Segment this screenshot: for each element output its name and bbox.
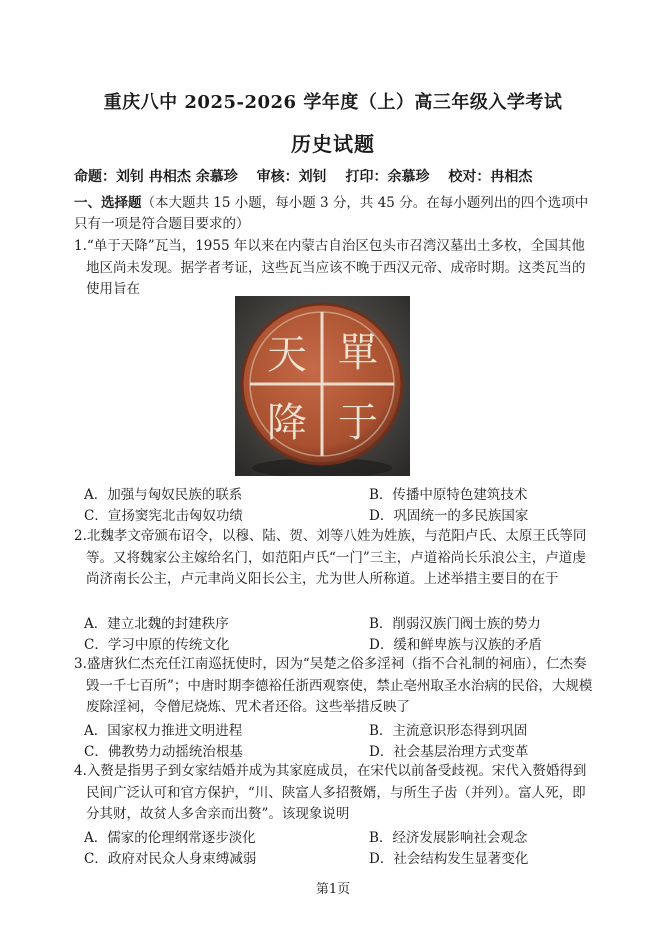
tile-char-top-left: 天 — [267, 332, 307, 378]
question-stem: 北魏孝文帝颁布诏令，以穆、陆、贺、刘等八姓为姓族，与范阳卢氏、太原王氏等同等。又将魏家公主嫁给名门，如范阳卢氏“一门”三主，卢道裕尚长乐浪公主，卢道虔尚济南长公主，卢元聿尚义阳长公主，尤为世人所称道。上述举措主要目的在于 — [86, 528, 587, 587]
question-3-options-row-2 — [84, 740, 594, 761]
option-a[interactable]: A．国家权力推进文明进程 — [84, 723, 243, 739]
option-c[interactable]: C．佛教势力动摇统治根基 — [84, 744, 243, 760]
question-4 — [74, 761, 594, 826]
credit-proofreader: 校对：冉相杰 — [448, 169, 533, 185]
option-d[interactable]: D．社会结构发生显著变化 — [369, 851, 529, 867]
question-4-options-row-1 — [84, 826, 594, 847]
wadang-tile-photo — [235, 296, 410, 476]
option-c[interactable]: C．政府对民众人身束缚减弱 — [84, 851, 257, 867]
section-heading: 一、选择题 — [74, 195, 142, 211]
question-2-options-row-1 — [84, 612, 594, 633]
question-1 — [74, 236, 594, 301]
question-number: 3. — [74, 656, 87, 672]
question-1-options-row-2 — [84, 504, 594, 525]
option-b[interactable]: B．传播中原特色建筑技术 — [369, 487, 528, 503]
question-number: 1. — [74, 238, 87, 254]
question-stem: 盛唐狄仁杰充任江南巡抚使时，因为“吴楚之俗多淫祠（指不合礼制的祠庙），仁杰奏毁一千七百所”；中唐时期李德裕任浙西观察使，禁止亳州取圣水治病的民俗，大规模废除淫祠，令僧尼烧炼、咒术者还俗。这些举措反映了 — [86, 656, 593, 715]
question-stem: “单于天降”瓦当，1955 年以来在内蒙古自治区包头市召湾汉墓出土多枚，全国其他地区尚未发现。据学者考证，这些瓦当应该不晚于西汉元帝、成帝时期。这类瓦当的使用旨在 — [86, 238, 586, 297]
question-3 — [74, 654, 594, 719]
exam-title: 重庆八中 2025-2026 学年度（上）高三年级入学考试 — [103, 92, 563, 113]
exam-subject: 历史试题 — [291, 132, 375, 156]
question-number: 2. — [74, 528, 87, 544]
question-2-options-row-2 — [84, 633, 594, 654]
option-b[interactable]: B．经济发展影响社会观念 — [369, 830, 528, 846]
option-a[interactable]: A．建立北魏的封建秩序 — [84, 616, 229, 632]
tile-char-bottom-left: 降 — [267, 400, 307, 446]
option-a[interactable]: A．儒家的伦理纲常逐步淡化 — [84, 830, 256, 846]
option-d[interactable]: D．巩固统一的多民族国家 — [369, 508, 529, 524]
credit-printer: 打印：余慕珍 — [345, 169, 430, 185]
question-stem: 入赘是指男子到女家结婚并成为其家庭成员，在宋代以前备受歧视。宋代入赘婚得到民间广泛认可和官方保护，“川、陕富人多招赘婿，与所生子齿（并列）。富人死，即分其财，故贫人多舍亲而出赘”。该现象说明 — [86, 763, 587, 822]
tile-illustration — [235, 296, 410, 476]
credit-authors: 命题：刘钊 冉相杰 余慕珍 — [74, 169, 238, 185]
section-header — [74, 193, 594, 235]
credits-line — [74, 166, 614, 186]
option-c[interactable]: C．宣扬窦宪北击匈奴功绩 — [84, 508, 243, 524]
tile-char-top-right: 單 — [338, 330, 378, 376]
question-3-options-row-1 — [84, 719, 594, 740]
option-c[interactable]: C．学习中原的传统文化 — [84, 637, 230, 653]
option-d[interactable]: D．缓和鲜卑族与汉族的矛盾 — [369, 637, 542, 653]
question-2 — [74, 526, 594, 591]
question-1-options-row-1 — [84, 483, 594, 504]
option-d[interactable]: D．社会基层治理方式变革 — [369, 744, 529, 760]
section-description: （本大题共 15 小题，每小题 3 分，共 45 分。在每小题列出的四个选项中只有一项是符合题目要求的） — [74, 195, 589, 232]
question-number: 4. — [74, 763, 87, 779]
question-4-options-row-2 — [84, 847, 594, 868]
option-b[interactable]: B．主流意识形态得到巩固 — [369, 723, 528, 739]
option-b[interactable]: B．削弱汉族门阀士族的势力 — [369, 616, 541, 632]
tile-char-bottom-right: 于 — [338, 400, 378, 446]
option-a[interactable]: A．加强与匈奴民族的联系 — [84, 487, 243, 503]
page-number: 第1页 — [315, 882, 351, 897]
credit-reviewer: 审核：刘钊 — [256, 169, 327, 185]
